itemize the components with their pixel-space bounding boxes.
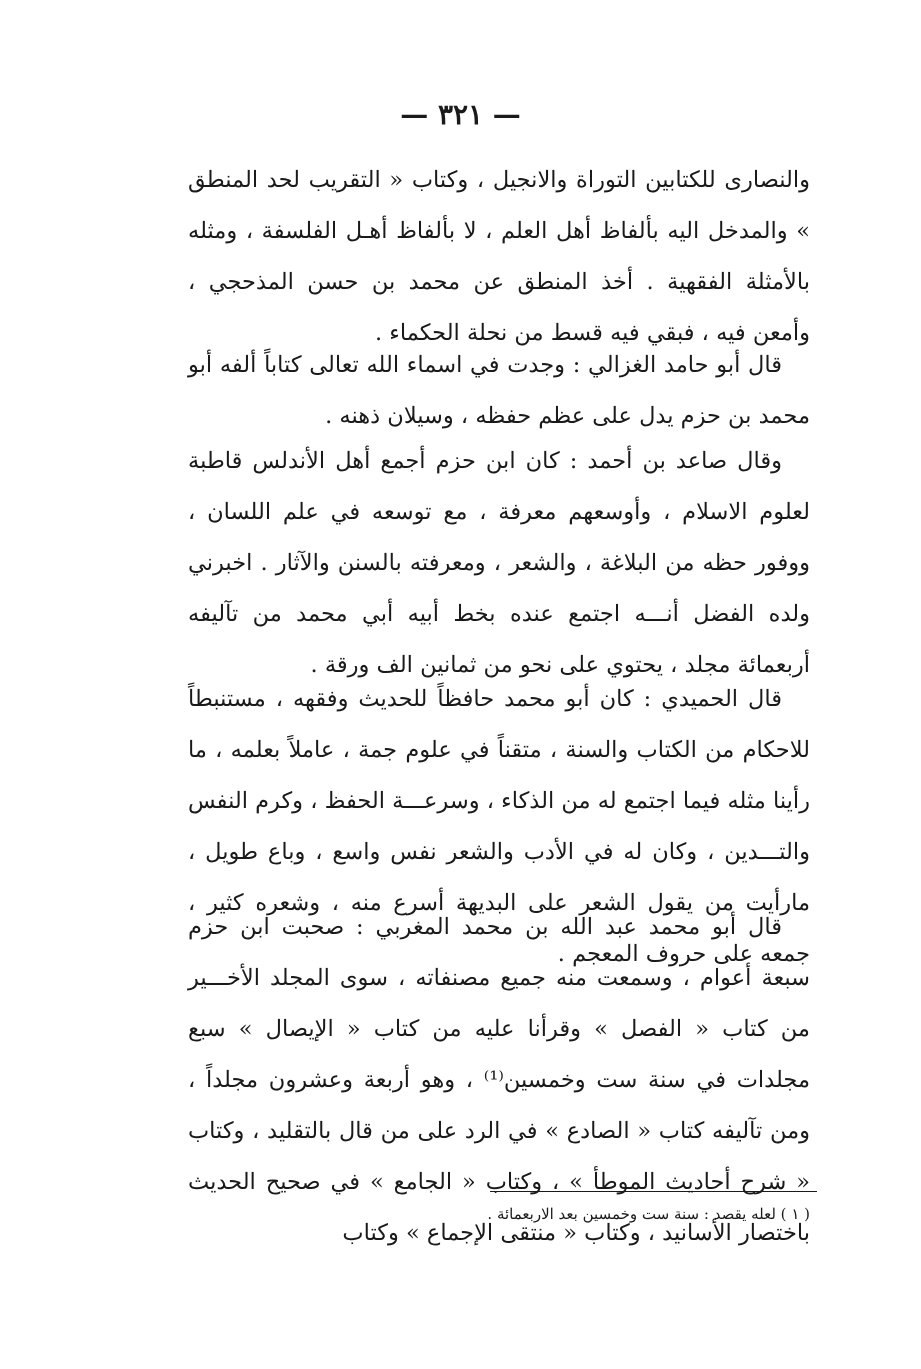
paragraph-saed [188,436,810,691]
paragraph-intro [188,155,810,359]
paragraph-text: قال الحميدي : كان أبو محمد حافظاً للحديث وفقهه ، مستنبطاً للاحكام من الكتاب والسنة ، متقناً في علوم جمة ، عاملاً بعلمه ، ما رأينا مثله فيما اجتمع له من الذكاء ، وسرعـــة الحفظ ، وكرم النفس والتـــدين ، وكان له في الأدب والشعر نفس واسع ، وباع طويل ، مارأيت من يقول الشعر على البديهة أسرع منه ، وشعره كثير ، جمعه على حروف المعجم . [188,686,810,967]
paragraph-text: وقال صاعد بن أحمد : كان ابن حزم أجمع أهل الأندلس قاطبة لعلوم الاسلام ، وأوسعهم معرفة ، مع توسعه في علم اللسان ، ووفور حظه من البلاغة ، والشعر ، ومعرفته بالسنن والآثار . اخبرني ولده الفضل أنـــه اجتمع عنده بخط أبيه أبي محمد من تآليفه أربعمائة مجلد ، يحتوي على نحو من ثمانين الف ورقة . [188,448,810,678]
page-number: — ٣٢١ — [400,98,521,131]
paragraph-text: قال أبو محمد عبد الله بن محمد المغربي : صحبت ابن حزم سبعة أعوام ، وسمعت منه جميع مصنفاته ، سوى المجلد الأخـــير من كتاب « الفصل » وقرأنا عليه من كتاب « الإيصال » سبع مجلدات في سنة ست وخمسين⁽¹⁾ ، وهو أربعة وعشرون مجلداً ، ومن تآليفه كتاب « الصادع » في الرد على من قال بالتقليد ، وكتاب « شرح أحاديث الموطأ » ، وكتاب « الجامع » في صحيح الحديث باختصار الأسانيد ، وكتاب « منتقى الإجماع » وكتاب [188,914,810,1246]
footnote: ( ١ ) لعله يقصد : سنة ست وخمسين بعد الاربعمائة . [487,1205,810,1223]
paragraph-ghazali [188,340,810,442]
paragraph-text: والنصارى للكتابين التوراة والانجيل ، وكتاب « التقريب لحد المنطق » والمدخل اليه بألفاظ أهل العلم ، لا بألفاظ أهـل الفلسفة ، ومثله بالأمثلة الفقهية . أخذ المنطق عن محمد بن حسن المذحجي ، وأمعن فيه ، فبقي فيه قسط من نحلة الحكماء . [188,167,811,346]
footnote-divider [490,1191,817,1192]
paragraph-text: قال أبو حامد الغزالي : وجدت في اسماء الله تعالى كتاباً ألفه أبو محمد بن حزم يدل على عظم حفظه ، وسيلان ذهنه . [188,352,810,429]
